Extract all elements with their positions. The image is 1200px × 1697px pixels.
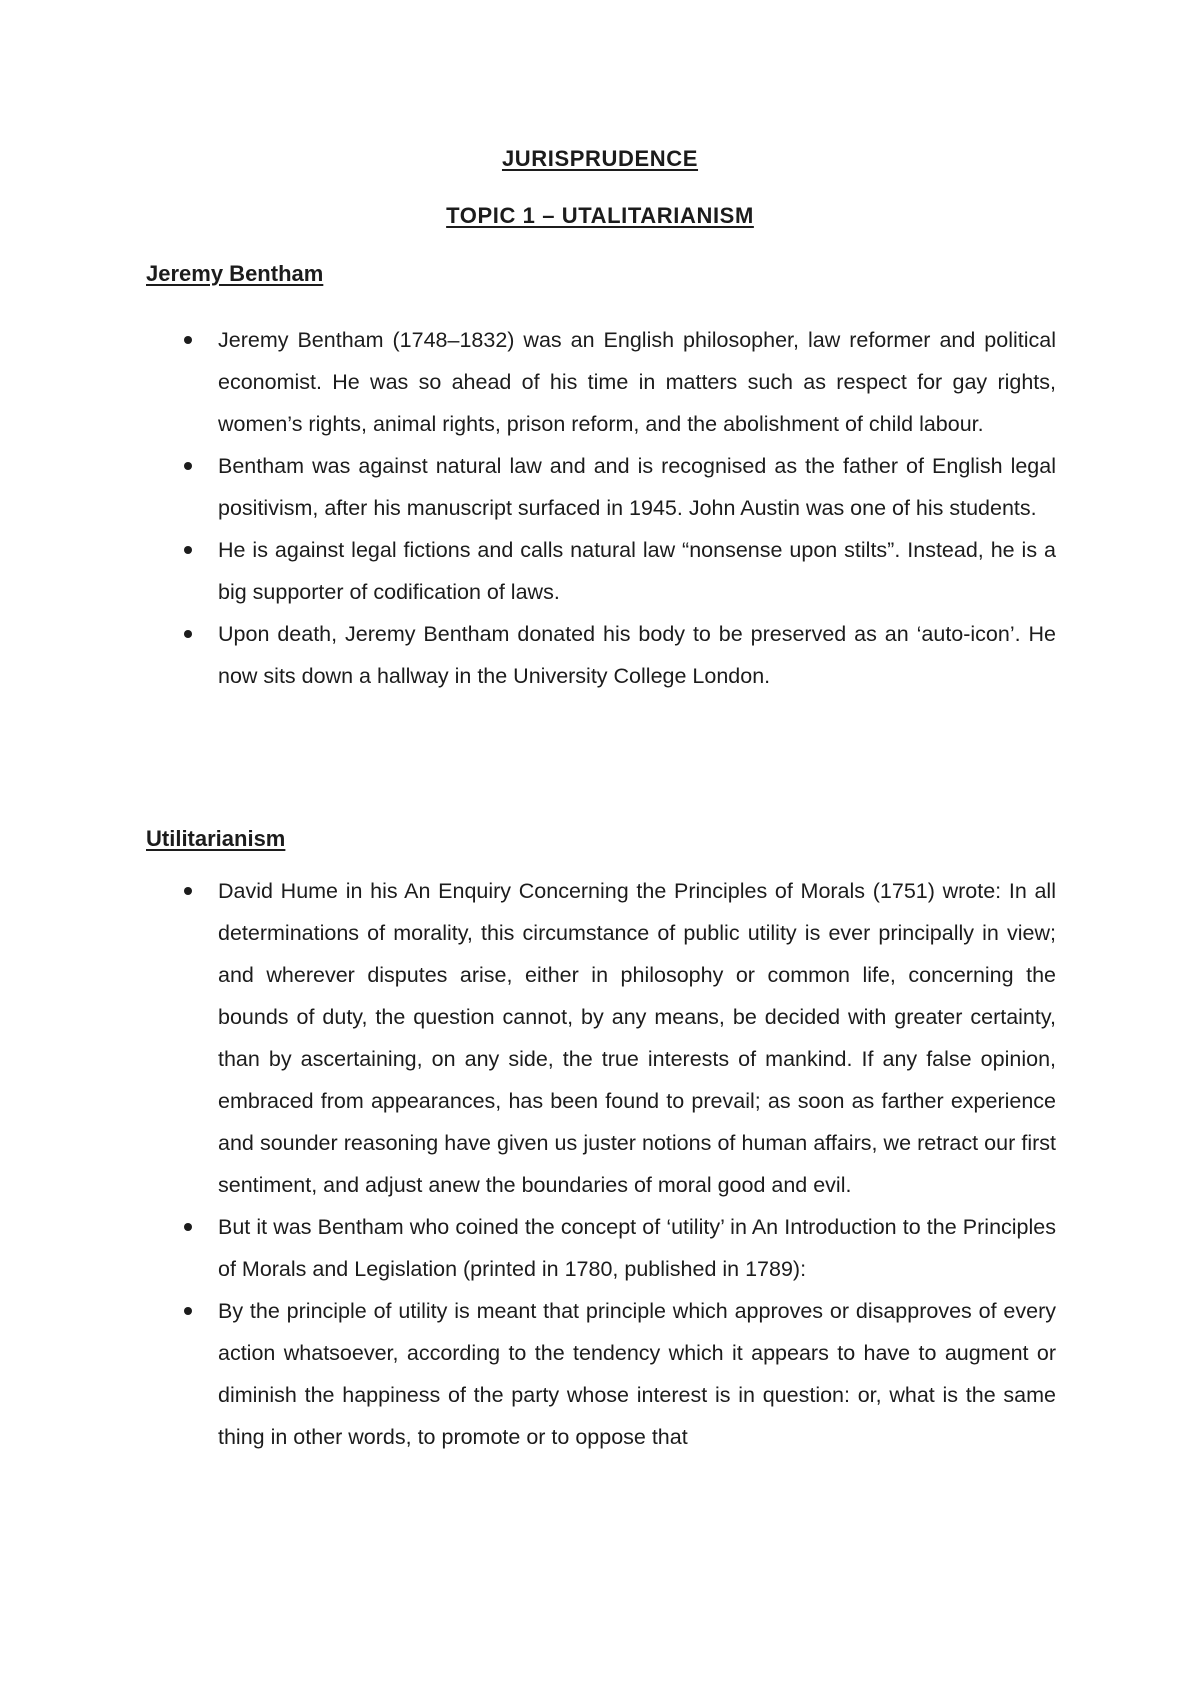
list-item <box>146 613 1056 697</box>
bullet-icon <box>184 1307 192 1315</box>
list-item <box>146 529 1056 613</box>
list-item-text: Upon death, Jeremy Bentham donated his body to be preserved as an ‘auto-icon’. He now sits down a hallway in the University College London. <box>218 622 1056 688</box>
bullet-icon <box>184 336 192 344</box>
bullet-icon <box>184 1223 192 1231</box>
list-item-text: By the principle of utility is meant that principle which approves or disapproves of every action whatsoever, according to the tendency which it appears to have to augment or diminish the happiness of the party whose interest is in question: or, what is the same thing in other words, to promote or to oppose that <box>218 1299 1056 1449</box>
list-item <box>146 445 1056 529</box>
document-title: JURISPRUDENCE <box>501 146 699 171</box>
utilitarianism-bullet-list <box>146 870 1056 1458</box>
topic-title: TOPIC 1 – UTALITARIANISM <box>446 203 754 228</box>
list-item-text: David Hume in his An Enquiry Concerning the Principles of Morals (1751) wrote: In all determinations of morality, this circumstance of public utility is ever principally in view; and wherever disputes arise, either in philosophy or common life, concerning the bounds of duty, the question cannot, by any means, be decided with greater certainty, than by ascertaining, on any side, the true interests of mankind. If any false opinion, embraced from appearances, has been found to prevail; as soon as farther experience and sounder reasoning have given us juster notions of human affairs, we retract our first sentiment, and adjust anew the boundaries of moral good and evil. <box>218 879 1056 1197</box>
list-item <box>146 1206 1056 1290</box>
list-item <box>146 319 1056 445</box>
list-item-text: Jeremy Bentham (1748–1832) was an English philosopher, law reformer and political economist. He was so ahead of his time in matters such as respect for gay rights, women’s rights, animal rights, prison reform, and the abolishment of child labour. <box>218 328 1056 436</box>
section-heading-utilitarianism: Utilitarianism <box>146 826 286 851</box>
bullet-icon <box>184 546 192 554</box>
bentham-bullet-list <box>146 319 1056 697</box>
list-item-text: He is against legal fictions and calls natural law “nonsense upon stilts”. Instead, he is a big supporter of codification of laws. <box>218 538 1056 604</box>
bullet-icon <box>184 887 192 895</box>
section-heading-jeremy-bentham: Jeremy Bentham <box>146 261 324 286</box>
list-item-text: But it was Bentham who coined the concept of ‘utility’ in An Introduction to the Principles of Morals and Legislation (printed in 1780, published in 1789): <box>218 1215 1056 1281</box>
list-item <box>146 870 1056 1206</box>
list-item-text: Bentham was against natural law and and is recognised as the father of English legal positivism, after his manuscript surfaced in 1945. John Austin was one of his students. <box>218 454 1056 520</box>
list-item <box>146 1290 1056 1458</box>
bullet-icon <box>184 462 192 470</box>
bullet-icon <box>184 630 192 638</box>
